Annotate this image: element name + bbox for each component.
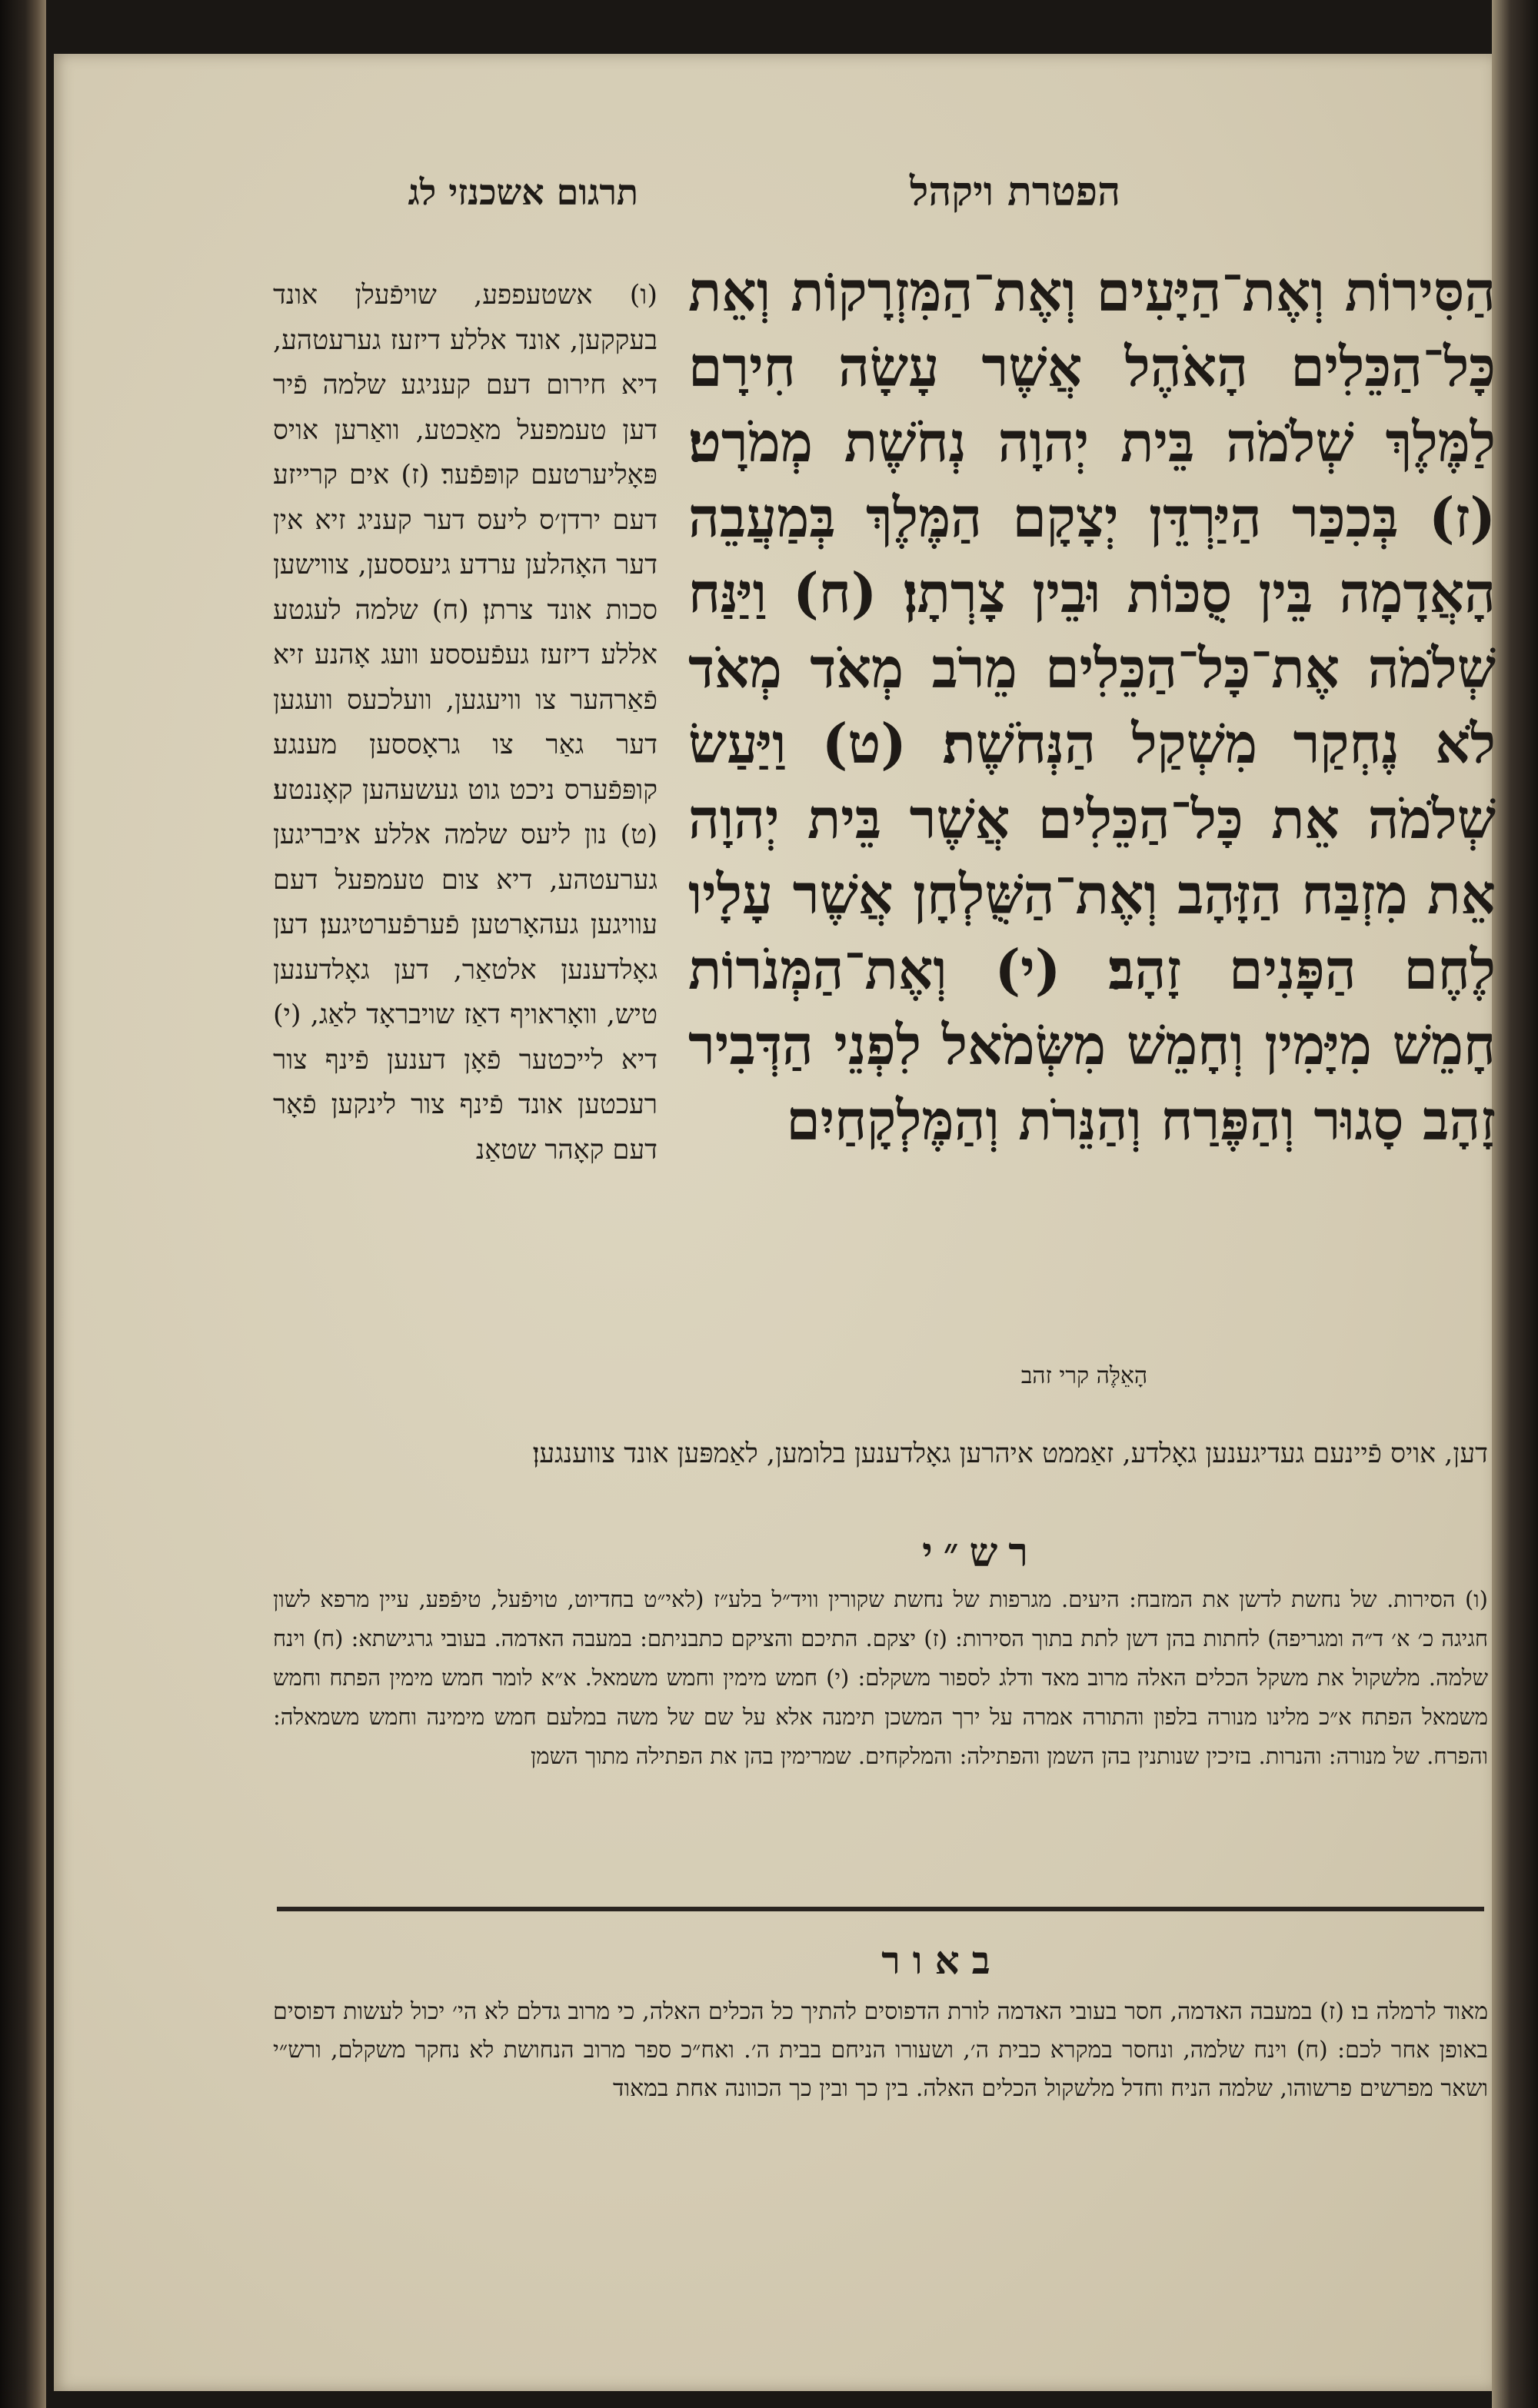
biur-title: באור — [881, 1937, 1003, 1983]
biur-commentary: מאוד לרמלה בו׃ (ז) במעבה האדמה, חסר בעובי האדמה לורת הדפוסים להתיך כל הכלים האלה, כי מרוב גדלם לא הי׳ יכול לעשות דפוסים באופן אחר לכם: (ח) וינח שלמה, ונחסר במקרא כבית ה׳, ושעורו הניחם בבית ה׳. ואח״כ ספר מרוב הנחושת לא נחקר משקלם, ורש״י ושאר מפרשים פרשוהו, שלמה הניח וחדל מלשקול הכלים האלה. בין כך ובין כך הכוונה אחת במאוד — [273, 1998, 1488, 2102]
targum-column: (ו) אשטעפפע, שויפֿעלן אונד בעקקען, אונד אללע דיזעז גערעטהע, דיא חירום דעם קעניגע שלמה פֿיר דען טעמפעל מאַכטע, וואַרען אויס פּאָליערטעם קופּפֿער׃ (ז) אים קרייזע דעם ירדן׳ס ליעס דער קעניג זיא אין דער האָהלען ערדע גיעססען, צווישען סכות אונד צרתן׃ (ח) שלמה לעגטע אללע דיזעז געפֿעססע וועג אָהנע זיא פֿאַרהער צו וויעגען, וועלכעס וועגען דער גאַר צו גראָססען מענגע קופּפֿערס ניכט גוט געשעהען קאָננטע׃ (ט) נון ליעס שלמה אללע איבריגען גערעטהע, דיא צום טעמפעל דעם עוויגען געהאָרטען פֿערפֿערטיגען׃ דען גאָלדענען אלטאַר, דען גאָלדענען טיש, וואָראויף דאַז שויבראָד לאַג, (י) דיא לייכטער פֿאָן דענען פֿינף צור רעכטען אונד פֿינף צור לינקען פֿאָר דעם קאָהר שטאַנ — [273, 280, 657, 1166]
targum-header: תרגום אשכנזי לג — [408, 171, 638, 213]
rashi-commentary: (ו) הסירות. של נחשת לדשן את המזבח: היעים. מגרפות של נחשת שקורין וויד״ל בלע״ז (לאי״ט בחדיוט, טויפֿעל, טיפֿפע, עיין מרפא לשון חגיגה כ׳ א׳ ד״ה ומגריפה) לחתות בהן דשן לתת בתוך הסירות: (ז) יצקם. התיכם והציקם כתבניתם: במעבה האדמה. בעובי גרגישתא: (ח) וינח שלמה. מלשקול את משקל הכלים האלה מרוב מאד ודלג לספור משקלם: (י) חמש מימין וחמש משמאל. א״א לומר חמש מימין הפתח וחמש משמאל הפתח א״כ מלינו מנורה בלפון והתורה אמרה על ירך המשכן תימנה אלא על שם של משה במלעם חמש מימינה וחמש משמאלה: והפרח. של מנורה: והנרות. בזיכין שנותנין בהן השמן והפתילה: והמלקחים. שמרימין בהן את הפתילה מתוך השמן — [273, 1586, 1488, 1769]
book-page-edge — [1492, 0, 1538, 2408]
verse-text: הַסִּירוֹת וְאֶת־הַיָּעִים וְאֶת־הַמִּזְרָקוֹת וְאֵת כָּל־הַכֵּלִים הָאֹהֶל אֲשֶׁר עָשָׂה חִירָם לַמֶּלֶךְ שְׁלֹמֹה בֵּית יְהוָה נְחֹשֶׁת מְמֹרָט׃ (ז) בְּכִכַּר הַיַּרְדֵּן יְצָקָם הַמֶּלֶךְ בְּמַעֲבֵה הָאֲדָמָה בֵּין סֻכּוֹת וּבֵין צָרְתָן׃ (ח) וַיַּנַּח שְׁלֹמֹה אֶת־כָּל־הַכֵּלִים מֵרֹב מְאֹד מְאֹד לֹא נֶחְקַר מִשְׁקַל הַנְּחֹשֶׁת׃ (ט) וַיַּעַשׂ שְׁלֹמֹה אֵת כָּל־הַכֵּלִים אֲשֶׁר בֵּית יְהוָה אֵת מִזְבַּח הַזָּהָב וְאֶת־הַשֻּׁלְחָן אֲשֶׁר עָלָיו לֶחֶם הַפָּנִים זָהָב׃ (י) וְאֶת־הַמְּנֹרוֹת חָמֵשׁ מִיָּמִין וְחָמֵשׁ מִשְּׂמֹאל לִפְנֵי הַדְּבִיר זָהָב סָגוּר וְהַפֶּרַח וְהַנֵּרֹת וְהַמֶּלְקָחַיִם — [688, 259, 1496, 1152]
section-divider — [277, 1907, 1484, 1911]
targum-continuation: דען, אויס פֿיינעם געדיגענען גאָלדע, זאַממט איהרען גאָלדענען בלומען, לאַמפּען אונד צווענגען׃ — [532, 1438, 1488, 1469]
qere-note: הָאֵלֶּה קרי זהב — [1020, 1362, 1148, 1389]
book-spine-shadow — [0, 0, 46, 2408]
haftarah-header: הפטרת ויקהל — [910, 168, 1120, 215]
rashi-title: רש״י — [922, 1529, 1039, 1576]
